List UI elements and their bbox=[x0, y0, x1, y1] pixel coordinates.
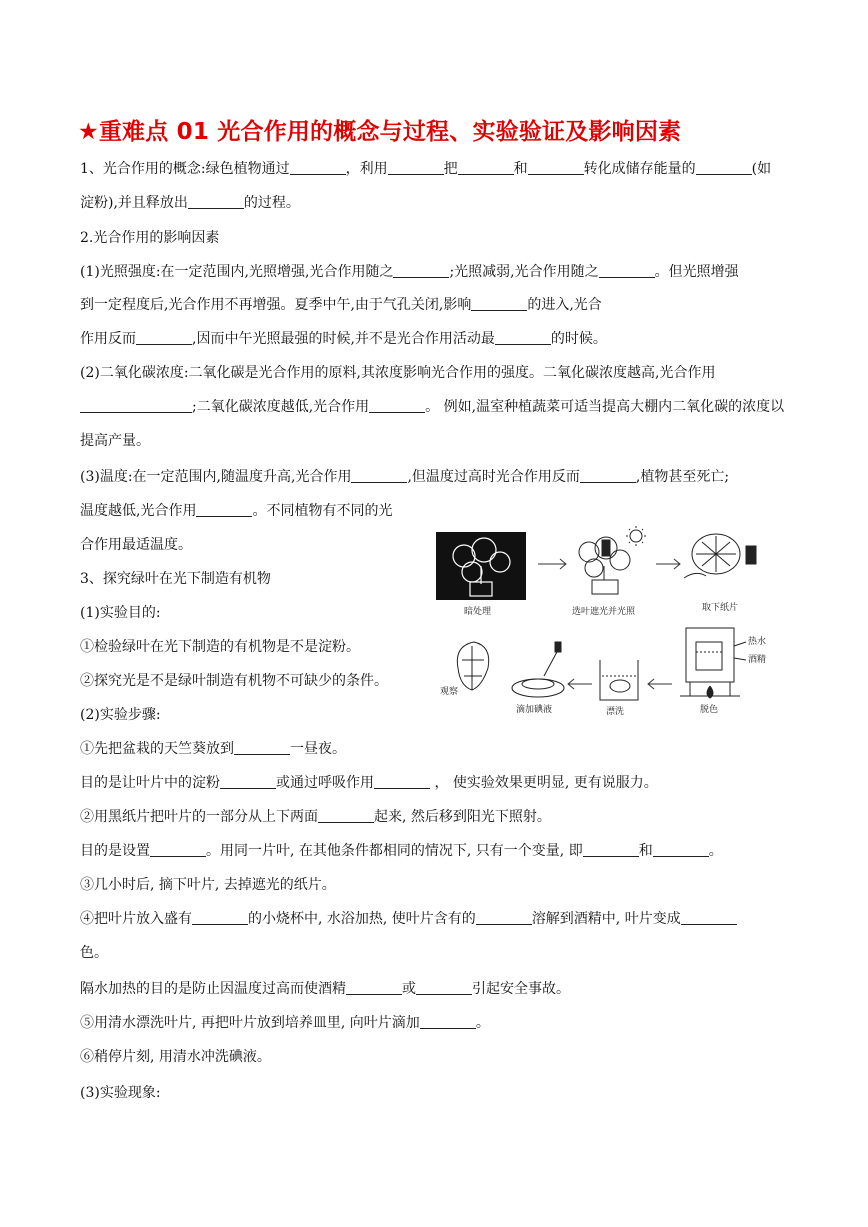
text-segment: 。用同一片叶, 在其他条件都相同的情况下, 只有一个变量, 即 bbox=[206, 843, 583, 859]
text-segment: 把 bbox=[443, 161, 458, 177]
text-segment: (3)实验现象: bbox=[80, 1085, 161, 1101]
text-line bbox=[80, 296, 602, 314]
text-segment: ⑤用清水漂洗叶片, 再把叶片放到培养皿里, 向叶片滴加 bbox=[80, 1015, 420, 1031]
text-segment: 和 bbox=[638, 843, 653, 859]
fill-in-blank[interactable] bbox=[388, 160, 444, 175]
arrow-icon bbox=[648, 679, 672, 689]
arrow-icon bbox=[656, 559, 680, 569]
text-segment: 作用反而 bbox=[80, 331, 136, 347]
text-segment: 转化成储存能量的 bbox=[583, 161, 696, 177]
text-segment: 合作用最适温度。 bbox=[80, 537, 192, 553]
text-segment: 的小烧杯中, 水浴加热, 使叶片含有的 bbox=[248, 911, 476, 927]
fill-in-blank[interactable] bbox=[495, 330, 551, 345]
text-segment: 目的是设置 bbox=[80, 843, 150, 859]
fill-in-blank[interactable] bbox=[681, 910, 737, 925]
fill-in-blank[interactable] bbox=[458, 160, 514, 175]
text-segment: 的进入,光合 bbox=[527, 297, 602, 313]
fill-in-blank[interactable] bbox=[136, 398, 192, 413]
figure-caption-2: 选叶遮光并光照 bbox=[572, 607, 636, 617]
text-segment: 或 bbox=[402, 981, 416, 997]
text-segment: ③几小时后, 摘下叶片, 去掉遮光的纸片。 bbox=[80, 877, 336, 893]
sun-icon bbox=[626, 526, 646, 546]
text-segment: ,因而中午光照最强的时候,并不是光合作用活动最 bbox=[192, 331, 495, 347]
text-line bbox=[80, 263, 739, 281]
fill-in-blank[interactable] bbox=[476, 910, 532, 925]
text-line bbox=[80, 1048, 271, 1066]
figure-caption-9: 脱色 bbox=[700, 705, 719, 715]
text-segment: ， 使实验效果更明显, 更有说服力。 bbox=[430, 775, 658, 791]
fill-in-blank[interactable] bbox=[374, 774, 430, 789]
text-segment: ⑥稍停片刻, 用清水冲洗碘液。 bbox=[80, 1049, 271, 1065]
text-line bbox=[80, 364, 715, 382]
text-segment: ;光照减弱,光合作用随之 bbox=[449, 264, 599, 280]
fill-in-blank[interactable] bbox=[528, 160, 584, 175]
text-line bbox=[80, 604, 161, 622]
text-line bbox=[80, 944, 108, 962]
petri-dish-dropper-icon bbox=[512, 642, 564, 697]
text-line bbox=[80, 398, 784, 416]
water-bath-apparatus-icon bbox=[680, 628, 746, 698]
text-segment: 的时候。 bbox=[550, 331, 607, 347]
text-segment: (1)实验目的: bbox=[80, 605, 161, 621]
text-segment: (如 bbox=[751, 161, 772, 177]
text-segment: (3)温度:在一定范围内,随温度升高,光合作用 bbox=[80, 469, 352, 485]
beaker-rinse-icon bbox=[600, 660, 638, 700]
text-segment: 的过程。 bbox=[243, 195, 300, 211]
fill-in-blank[interactable] bbox=[696, 160, 752, 175]
text-segment: 。 bbox=[475, 1015, 490, 1031]
fill-in-blank[interactable] bbox=[369, 398, 425, 413]
text-segment: ②探究光是不是绿叶制造有机物不可缺少的条件。 bbox=[80, 673, 388, 689]
figure-caption-8: 漂洗 bbox=[606, 707, 625, 717]
text-line bbox=[80, 808, 551, 826]
fill-in-blank[interactable] bbox=[420, 1014, 476, 1029]
text-segment: 目的是让叶片中的淀粉 bbox=[80, 775, 220, 791]
potted-plant-sun-icon bbox=[579, 537, 630, 594]
fill-in-blank[interactable] bbox=[416, 980, 472, 995]
text-segment: ，利用 bbox=[345, 161, 388, 177]
text-segment: 。 例如,温室种植蔬菜可适当提高大棚内二氧化碳的浓度以 bbox=[425, 399, 785, 415]
fill-in-blank[interactable] bbox=[471, 296, 527, 311]
text-segment: ,但温度过高时光合作用反而 bbox=[407, 469, 580, 485]
text-segment: 到一定程度后,光合作用不再增强。夏季中午,由于气孔关闭,影响 bbox=[80, 297, 472, 313]
leaf-in-hand-icon bbox=[684, 534, 756, 578]
text-segment: ,植物甚至死亡; bbox=[635, 469, 730, 485]
text-line bbox=[80, 330, 607, 348]
text-line bbox=[80, 842, 723, 860]
text-line bbox=[80, 980, 570, 998]
text-line bbox=[80, 774, 658, 792]
text-segment: 1、光合作用的概念:绿色植物通过 bbox=[80, 161, 290, 177]
text-line bbox=[80, 570, 271, 588]
fill-in-blank[interactable] bbox=[188, 194, 244, 209]
experiment-diagram bbox=[434, 526, 778, 718]
experiment-figure bbox=[434, 526, 778, 718]
text-segment: 淀粉),并且释放出 bbox=[80, 195, 188, 211]
fill-in-blank[interactable] bbox=[318, 808, 374, 823]
text-segment: (2)实验步骤: bbox=[80, 707, 161, 723]
fill-in-blank[interactable] bbox=[290, 160, 346, 175]
fill-in-blank[interactable] bbox=[80, 398, 136, 413]
fill-in-blank[interactable] bbox=[351, 468, 407, 483]
text-segment: 隔水加热的目的是防止因温度过高而使酒精 bbox=[80, 981, 346, 997]
text-segment: (2)二氧化碳浓度:二氧化碳是光合作用的原料,其浓度影响光合作用的强度。二氧化碳浓度越高,光合作用 bbox=[80, 365, 716, 381]
text-line bbox=[80, 160, 771, 178]
text-line bbox=[80, 468, 729, 486]
fill-in-blank[interactable] bbox=[196, 502, 252, 517]
text-line bbox=[80, 910, 737, 928]
figure-caption-7: 滴加碘液 bbox=[516, 705, 553, 715]
fill-in-blank[interactable] bbox=[346, 980, 402, 995]
fill-in-blank[interactable] bbox=[580, 468, 636, 483]
text-line bbox=[80, 706, 161, 724]
fill-in-blank[interactable] bbox=[583, 842, 639, 857]
leaf-observe-icon bbox=[457, 642, 488, 690]
text-segment: 3、探究绿叶在光下制造有机物 bbox=[80, 571, 271, 587]
arrow-icon bbox=[538, 559, 566, 569]
text-segment: ;二氧化碳浓度越低,光合作用 bbox=[192, 399, 370, 415]
text-segment: ②用黑纸片把叶片的一部分从上下两面 bbox=[80, 809, 318, 825]
text-segment: (1)光照强度:在一定范围内,光照增强,光合作用随之 bbox=[80, 264, 394, 280]
fill-in-blank[interactable] bbox=[653, 842, 709, 857]
fill-in-blank[interactable] bbox=[393, 263, 449, 278]
text-line bbox=[80, 536, 192, 554]
text-segment: 溶解到酒精中, 叶片变成 bbox=[531, 911, 681, 927]
text-segment: 。不同植物有不同的光 bbox=[252, 503, 393, 519]
text-line bbox=[80, 194, 300, 212]
text-segment: 引起安全事故。 bbox=[472, 981, 570, 997]
text-segment: 一昼夜。 bbox=[290, 741, 346, 757]
text-segment: 或通过呼吸作用 bbox=[276, 775, 374, 791]
fill-in-blank[interactable] bbox=[192, 910, 248, 925]
page-title: ★重难点 01 光合作用的概念与过程、实验验证及影响因素 bbox=[78, 119, 682, 145]
text-line bbox=[80, 229, 219, 247]
text-segment: ④把叶片放入盛有 bbox=[80, 911, 192, 927]
fill-in-blank[interactable] bbox=[599, 263, 655, 278]
text-segment: 。但光照增强 bbox=[654, 264, 739, 280]
text-segment: 和 bbox=[513, 161, 528, 177]
text-segment: 提高产量。 bbox=[80, 433, 150, 449]
figure-caption-alcohol: 酒精 bbox=[748, 655, 767, 665]
text-line bbox=[80, 638, 360, 656]
text-line bbox=[80, 1014, 490, 1032]
figure-caption-6: 观察 bbox=[440, 687, 459, 697]
text-line bbox=[80, 502, 392, 520]
figure-caption-3: 取下纸片 bbox=[702, 603, 739, 613]
fill-in-blank[interactable] bbox=[136, 330, 192, 345]
text-line bbox=[80, 672, 388, 690]
fill-in-blank[interactable] bbox=[220, 774, 276, 789]
text-segment: ①先把盆栽的天竺葵放到 bbox=[80, 741, 234, 757]
figure-caption-hot-water: 热水 bbox=[748, 637, 767, 647]
text-segment: 起来, 然后移到阳光下照射。 bbox=[374, 809, 551, 825]
figure-caption-1: 暗处理 bbox=[464, 607, 492, 617]
text-segment: 色。 bbox=[80, 945, 108, 961]
fill-in-blank[interactable] bbox=[234, 740, 290, 755]
text-segment: 温度越低,光合作用 bbox=[80, 503, 197, 519]
text-segment: ①检验绿叶在光下制造的有机物是不是淀粉。 bbox=[80, 639, 360, 655]
text-line bbox=[80, 876, 336, 894]
arrow-icon bbox=[568, 679, 592, 689]
text-line bbox=[80, 740, 346, 758]
text-line bbox=[80, 432, 150, 450]
text-line bbox=[80, 1084, 161, 1102]
text-segment: 2.光合作用的影响因素 bbox=[80, 230, 220, 246]
fill-in-blank[interactable] bbox=[150, 842, 206, 857]
text-segment: 。 bbox=[708, 843, 723, 859]
